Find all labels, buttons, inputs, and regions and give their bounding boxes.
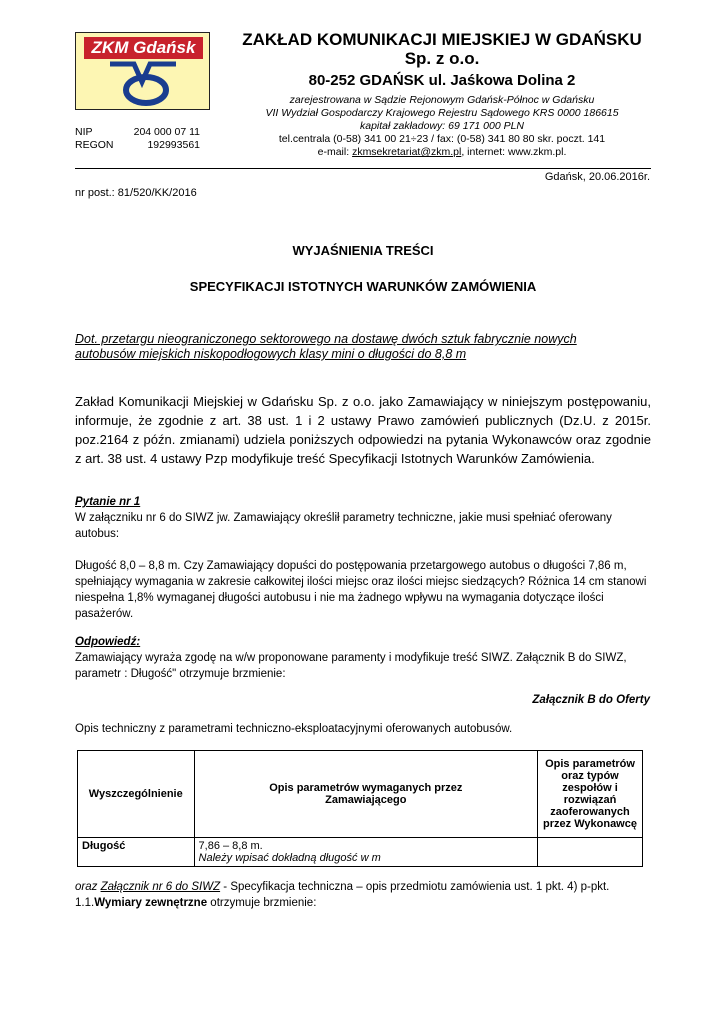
registration-krs: VII Wydział Gospodarczy Krajowego Rejestru Sądowego KRS 0000 186615 (265, 107, 619, 119)
footer-rest: - Specyfikacja techniczna – opis przedmiotu zamówienia ust. 1 pkt. 4) p-pkt. 1.1. (75, 881, 610, 909)
document-title: WYJAŚNIENIA TREŚCI (292, 243, 434, 258)
header-divider (75, 168, 651, 169)
nip-label: NIP (75, 126, 93, 138)
attachment-title: Załącznik B do Oferty (532, 694, 650, 706)
table-row (78, 838, 643, 867)
share-capital: kapitał zakładowy: 69 171 000 PLN (359, 120, 525, 132)
nip-value: 204 000 07 11 (133, 126, 200, 138)
company-address: 80-252 GDAŃSK ul. Jaśkowa Dolina 2 (308, 72, 576, 89)
subject-line: Dot. przetargu nieograniczonego sektorowego na dostawę dwóch sztuk fabrycznie nowych autobusów miejskich niskopodłogowych klasy mini o długości do 8,8 m (75, 332, 577, 361)
footer-oraz: oraz (75, 881, 98, 893)
reference-number: nr post.: 81/520/KK/2016 (75, 187, 197, 199)
row-value-cell (194, 838, 538, 867)
footer-bold: Wymiary zewnętrzne (94, 897, 208, 909)
company-form: Sp. z o.o. (404, 49, 480, 68)
document-date: Gdańsk, 20.06.2016r. (544, 171, 650, 183)
document-subtitle: SPECYFIKACJI ISTOTNYCH WARUNKÓW ZAMÓWIENIA (189, 279, 537, 294)
logo-text: ZKM Gdańsk (84, 37, 203, 59)
answer-text: Zamawiający wyraża zgodę na w/w proponowane paramenty i modyfikuje treść SIWZ. Załącznik B do SIWZ, parametr : Długość" otrzymuje brzmienie: (75, 652, 627, 680)
row-value: 7,86 – 8,8 m. (198, 840, 263, 852)
registration-court: zarejestrowana w Sądzie Rejonowym Gdańsk-Północ w Gdańsku (289, 94, 595, 106)
answer-label: Odpowiedź: (75, 636, 141, 648)
question-label: Pytanie nr 1 (75, 496, 141, 508)
footer-end: otrzymuje brzmienie: (207, 897, 317, 909)
header-cell-required: Opis parametrów wymaganych przez Zamawiającego (194, 751, 538, 838)
header-cell-offered: Opis parametrów oraz typów zespołów i rozwiązań zaoferowanych przez Wykonawcę (538, 751, 643, 838)
row-note: Należy wpisać dokładną długość w m (198, 852, 381, 864)
table-header-row (78, 751, 643, 838)
footer-attachment-link: Załącznik nr 6 do SIWZ (100, 881, 221, 893)
logo-emblem-icon (106, 60, 182, 108)
contact-phones: tel.centrala (0-58) 341 00 21÷23 / fax: (0-58) 341 80 80 skr. poczt. 141 (278, 133, 606, 145)
regon-label: REGON (75, 139, 114, 151)
answer-block (75, 634, 651, 682)
footer-text (75, 879, 651, 911)
row-name: Długość (78, 838, 195, 867)
intro-paragraph: Zakład Komunikacji Miejskiej w Gdańsku Sp. z o.o. jako Zamawiający w niniejszym postępowaniu, informuje, że zgodnie z art. 38 ust. 1 i 2 ustawy Prawo zamówień publicznych (Dz.U. z 2015r. poz.2164 z późn. zmianami) udziela poniższych odpowiedzi na pytania Wykonawców oraz zgodnie z art. 38 ust. 4 ustawy Pzp modyfikuje treść Specyfikacji Istotnych Warunków Zamówienia. (75, 394, 651, 466)
internet-text: , internet: www.zkm.pl. (461, 146, 567, 158)
table-caption: Opis techniczny z parametrami techniczno-eksploatacyjnymi oferowanych autobusów. (75, 723, 513, 735)
email-label: e-mail: (317, 146, 350, 158)
company-logo (75, 32, 210, 110)
company-ids (75, 126, 200, 152)
question-detail: Długość 8,0 – 8,8 m. Czy Zamawiający dopuści do postępowania przetargowego autobus o długości 7,86 m, spełniający wymagania w zakresie całkowitej ilości miejsc oraz ilości miejsc siedzących? Różnica 14 cm stanowi niespełna 1,8% wymaganej długości autobusu i nie ma żadnego wpływu na wymagania dotyczące ilości pasażerów. (75, 560, 647, 620)
question-block (75, 494, 651, 622)
email-link[interactable]: zkmsekretariat@zkm.pl (352, 146, 462, 158)
question-text: W załączniku nr 6 do SIWZ jw. Zamawiający określił parametry techniczne, jakie musi spełniać oferowany autobus: (75, 512, 612, 540)
regon-value: 192993561 (147, 139, 200, 151)
company-header (222, 30, 662, 159)
spec-table (77, 750, 643, 867)
header-cell-item: Wyszczególnienie (78, 751, 195, 838)
row-offer-input[interactable] (538, 838, 643, 867)
contact-email-line (222, 146, 662, 159)
company-name: ZAKŁAD KOMUNIKACJI MIEJSKIEJ W GDAŃSKU (242, 30, 642, 49)
